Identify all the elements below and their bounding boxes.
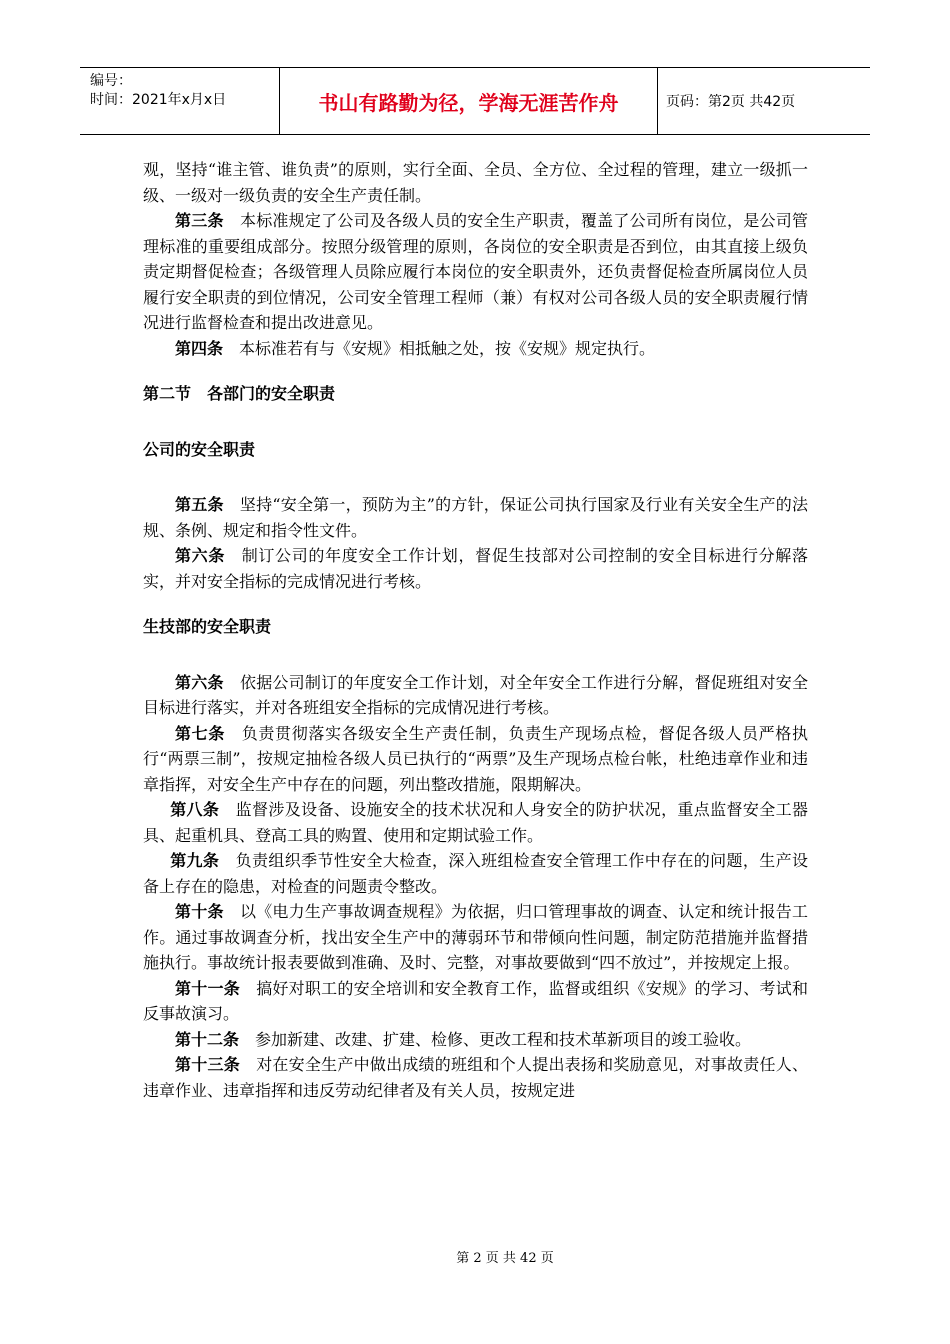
article-text: 搞好对职工的安全培训和安全教育工作，监督或组织《安规》的学习、考试和反事故演习。 (143, 978, 808, 1023)
article-label: 第九条 (170, 851, 220, 870)
article-3 (143, 208, 808, 336)
article-label: 第八条 (170, 800, 220, 819)
article-7 (143, 721, 808, 798)
paragraph: 观，坚持“谁主管、谁负责”的原则，实行全面、全员、全方位、全过程的管理，建立一级抓一级、一级对一级负责的安全生产责任制。 (143, 160, 808, 205)
article-text: 对在安全生产中做出成绩的班组和个人提出表扬和奖励意见，对事故责任人、违章作业、违章指挥和违反劳动纪律者及有关人员，按规定进 (143, 1055, 808, 1100)
article-text: 以《电力生产事故调查规程》为依据，归口管理事故的调查、认定和统计报告工作。通过事故调查分析，找出安全生产中的薄弱环节和带倾向性问题，制定防范措施并监督措施执行。事故统计报表要做到准确、及时、完整，对事故要做到“四不放过”，并按规定上报。 (143, 902, 808, 972)
article-6 (143, 543, 808, 594)
article-label: 第十条 (175, 902, 224, 921)
article-5 (143, 492, 808, 543)
header-time: 时间：2021年x月x日 (90, 92, 227, 108)
article-text: 参加新建、改建、扩建、检修、更改工程和技术革新项目的竣工验收。 (239, 1029, 752, 1049)
article-label: 第十三条 (175, 1055, 240, 1074)
header-page-info: 页码：第2页 共42页 (666, 94, 796, 110)
article-text: 制订公司的年度安全工作计划，督促生技部对公司控制的安全目标进行分解落实，并对安全指标的完成情况进行考核。 (143, 546, 808, 591)
article-8 (143, 797, 808, 848)
article-label: 第六条 (175, 672, 224, 692)
page-footer (0, 1247, 950, 1266)
article-label: 第七条 (175, 723, 226, 743)
article-text: 负责组织季节性安全大检查，深入班组检查安全管理工作中存在的问题，生产设备上存在的隐患，对检查的问题责令整改。 (143, 851, 808, 896)
article-text: 本标准若有与《安规》相抵触之处，按《安规》规定执行。 (223, 338, 656, 358)
article-12 (143, 1027, 808, 1053)
subsection-heading: 生技部的安全职责 (143, 617, 272, 636)
article-label: 第五条 (175, 495, 224, 514)
page-header (80, 67, 870, 135)
article-11 (143, 976, 808, 1027)
article-text: 监督涉及设备、设施安全的技术状况和人身安全的防护状况，重点监督安全工器具、起重机具、登高工具的购置、使用和定期试验工作。 (143, 800, 808, 845)
section-heading: 第二节 各部门的安全职责 (143, 384, 336, 403)
article-9 (143, 848, 808, 899)
document-body (143, 157, 808, 1103)
article-label: 第十二条 (175, 1029, 240, 1049)
article-label: 第十一条 (175, 978, 240, 998)
article-text: 坚持“安全第一，预防为主”的方针，保证公司执行国家及行业有关安全生产的法规、条例、规定和指令性文件。 (143, 495, 808, 540)
header-number: 编号： (90, 73, 132, 89)
footer-page-number: 第 2 页 共 42 页 (456, 1251, 554, 1266)
article-6b (143, 670, 808, 721)
header-motto: 书山有路勤为径，学海无涯苦作舟 (280, 68, 658, 134)
article-text: 负责贯彻落实各级安全生产责任制，负责生产现场点检，督促各级人员严格执行“两票三制”，按规定抽检各级人员已执行的“两票”及生产现场点检台帐，杜绝违章作业和违章指挥，对安全生产中存在的问题，列出整改措施，限期解决。 (143, 723, 808, 794)
article-label: 第四条 (175, 338, 224, 358)
article-label: 第六条 (175, 546, 226, 565)
article-text: 依据公司制订的年度安全工作计划，对全年安全工作进行分解，督促班组对安全目标进行落实，并对各班组安全指标的完成情况进行考核。 (143, 672, 808, 717)
article-10 (143, 899, 808, 976)
article-13 (143, 1052, 808, 1103)
subsection-heading: 公司的安全职责 (143, 439, 256, 459)
article-text: 本标准规定了公司及各级人员的安全生产职责，覆盖了公司所有岗位，是公司管理标准的重要组成部分。按照分级管理的原则，各岗位的安全职责是否到位，由其直接上级负责定期督促检查；各级管理人员除应履行本岗位的安全职责外，还负责督促检查所属岗位人员履行安全职责的到位情况，公司安全管理工程师（兼）有权对公司各级人员的安全职责履行情况进行监督检查和提出改进意见。 (143, 211, 808, 332)
article-4 (143, 336, 808, 362)
article-label: 第三条 (175, 211, 224, 230)
header-meta (80, 68, 280, 134)
